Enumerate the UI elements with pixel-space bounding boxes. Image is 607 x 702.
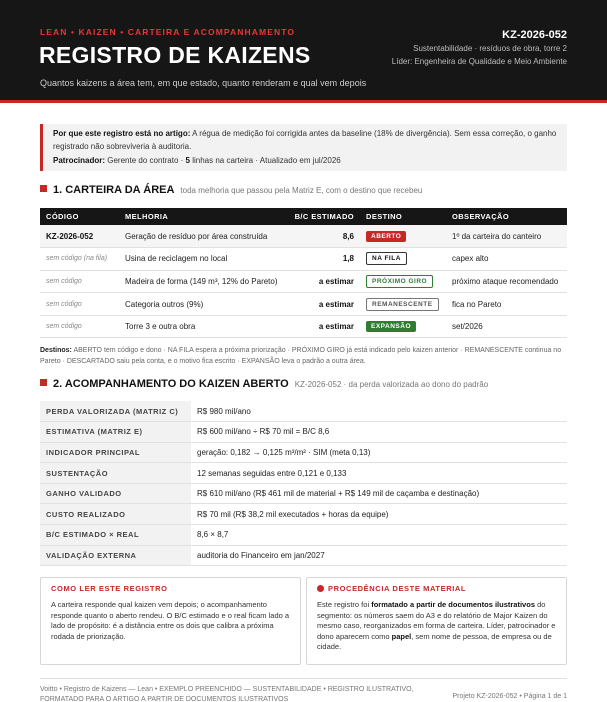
- col-code: CÓDIGO: [40, 208, 119, 225]
- table-row: [40, 315, 567, 338]
- header: [0, 0, 607, 103]
- table-row: [40, 225, 567, 248]
- table-row: [40, 248, 567, 271]
- how-to-read-box: [40, 577, 301, 665]
- table-row: [40, 463, 567, 484]
- table-row: [40, 401, 567, 422]
- note-text: A régua de medição foi corrigida antes da baseline (18% de divergência). Sem essa correção, o ganho registrado não sobreviveria à auditoria.: [53, 129, 557, 151]
- red-dot-icon: [317, 585, 324, 592]
- status-badge: REMANESCENTE: [366, 298, 439, 311]
- project-scope: Sustentabilidade · resíduos de obra, torre 2: [413, 44, 567, 53]
- row-improvement: Geração de resíduo por área construída: [119, 225, 285, 248]
- row-code: sem código: [40, 315, 119, 338]
- sponsor-count: 5: [185, 156, 190, 165]
- col-bc: B/C ESTIMADO: [285, 208, 360, 225]
- row-destination: [360, 315, 446, 338]
- tracking-table: [40, 401, 567, 566]
- table-row: [40, 442, 567, 463]
- how-to-read-title: COMO LER ESTE REGISTRO: [51, 584, 168, 593]
- row-value: R$ 600 mil/ano ÷ R$ 70 mil = B/C 8,6: [191, 422, 567, 443]
- table-row: [40, 483, 567, 504]
- page-subtitle: Quantos kaizens a área tem, em que estado, quanto renderam e qual vem depois: [40, 78, 367, 88]
- provenance-bold-1: formatado a partir de documentos ilustrativos: [371, 600, 535, 609]
- row-key: ESTIMATIVA (MATRIZ E): [40, 422, 191, 443]
- row-value: 12 semanas seguidas entre 0,121 e 0,133: [191, 463, 567, 484]
- row-improvement: Categoria outros (9%): [119, 293, 285, 316]
- row-value: R$ 980 mil/ano: [191, 401, 567, 422]
- row-value: geração: 0,182 → 0,125 m³/m² · SIM (meta 0,13): [191, 442, 567, 463]
- col-improvement: MELHORIA: [119, 208, 285, 225]
- table-row: [40, 422, 567, 443]
- table-row: [40, 545, 567, 566]
- row-observation: capex alto: [446, 248, 567, 271]
- row-key: GANHO VALIDADO: [40, 483, 191, 504]
- row-bc: 8,6: [285, 225, 360, 248]
- provenance-heading: [317, 584, 556, 593]
- row-value: 8,6 × 8,7: [191, 525, 567, 546]
- row-key: SUSTENTAÇÃO: [40, 463, 191, 484]
- section-marker-icon: [40, 379, 47, 386]
- provenance-text-a: Este registro foi: [317, 600, 372, 609]
- row-bc: a estimar: [285, 315, 360, 338]
- row-improvement: Madeira de forma (149 m³, 12% do Pareto): [119, 270, 285, 293]
- table-header-row: [40, 208, 567, 225]
- row-key: B/C ESTIMADO × REAL: [40, 525, 191, 546]
- table-row: [40, 525, 567, 546]
- row-destination: [360, 225, 446, 248]
- row-code: KZ-2026-052: [40, 225, 119, 248]
- table-row: [40, 270, 567, 293]
- row-key: INDICADOR PRINCIPAL: [40, 442, 191, 463]
- row-destination: [360, 293, 446, 316]
- section-1-desc: toda melhoria que passou pela Matriz E, com o destino que recebeu: [180, 186, 423, 195]
- provenance-text: [317, 600, 556, 653]
- provenance-bold-2: papel: [391, 631, 412, 641]
- destination-legend: [40, 346, 567, 367]
- section-1-title: 1. CARTEIRA DA ÁREA: [53, 184, 175, 196]
- status-badge: PRÓXIMO GIRO: [366, 275, 433, 288]
- row-value: R$ 70 mil (R$ 38,2 mil executados + horas da equipe): [191, 504, 567, 525]
- how-to-read-text: A carteira responde qual kaizen vem depois; o acompanhamento responde quanto o aberto rendeu. O B/C estimado e o real ficam lado a lado de propósito: é a distância entre os dois que calibra a próxima rodada de priorização.: [51, 600, 290, 641]
- row-bc: 1,8: [285, 248, 360, 271]
- row-improvement: Torre 3 e outra obra: [119, 315, 285, 338]
- article-note: [40, 124, 567, 171]
- status-badge: NA FILA: [366, 252, 407, 265]
- note-label: Por que este registro está no artigo:: [53, 129, 191, 138]
- table-row: [40, 504, 567, 525]
- row-destination: [360, 248, 446, 271]
- row-destination: [360, 270, 446, 293]
- section-2-title: 2. ACOMPANHAMENTO DO KAIZEN ABERTO: [53, 378, 289, 390]
- sponsor-text: Gerente do contrato ·: [107, 156, 186, 165]
- sponsor-text-end: linhas na carteira · Atualizado em jul/2026: [189, 156, 341, 165]
- row-value: auditoria do Financeiro em jan/2027: [191, 545, 567, 566]
- row-improvement: Usina de reciclagem no local: [119, 248, 285, 271]
- section-2-heading: [40, 378, 488, 390]
- row-observation: set/2026: [446, 315, 567, 338]
- legend-text: ABERTO tem código e dono · NA FILA espera a próxima priorização · PRÓXIMO GIRO já está indicado pelo kaizen anterior · REMANESCENTE continua no Pareto · DESCARTADO saiu pela conta, e o motivo fica escrito · EXPANSÃO leva o padrão a outra área.: [40, 347, 562, 365]
- row-code: sem código: [40, 270, 119, 293]
- row-observation: 1º da carteira do canteiro: [446, 225, 567, 248]
- row-key: VALIDAÇÃO EXTERNA: [40, 545, 191, 566]
- row-bc: a estimar: [285, 293, 360, 316]
- row-code: sem código (na fila): [40, 248, 119, 271]
- section-2-desc: KZ-2026-052 · da perda valorizada ao dono do padrão: [294, 380, 489, 389]
- row-code: sem código: [40, 293, 119, 316]
- provenance-text-c: , sem nome de pessoa, de empresa ou de cidade.: [317, 631, 552, 651]
- status-badge: EXPANSÃO: [366, 321, 416, 332]
- project-code: KZ-2026-052: [502, 29, 567, 41]
- sponsor-label: Patrocinador:: [53, 156, 106, 165]
- table-row: [40, 293, 567, 316]
- provenance-box: [306, 577, 567, 665]
- legend-label: Destinos:: [40, 347, 72, 354]
- provenance-text-b: do segmento: os números saem do A3 e do relatório de Major Kaizen do mesmo caso, reorganizados em forma de carteira. Líder, patrocinador e dono aparecem como: [317, 600, 556, 641]
- portfolio-table: [40, 208, 567, 338]
- col-observation: OBSERVAÇÃO: [446, 208, 567, 225]
- page-title: REGISTRO DE KAIZENS: [39, 42, 311, 68]
- section-marker-icon: [40, 185, 47, 192]
- row-observation: fica no Pareto: [446, 293, 567, 316]
- footer-divider: [40, 678, 567, 679]
- provenance-title: PROCEDÊNCIA DESTE MATERIAL: [328, 584, 467, 593]
- status-badge: ABERTO: [366, 231, 406, 242]
- row-bc: a estimar: [285, 270, 360, 293]
- row-observation: próximo ataque recomendado: [446, 270, 567, 293]
- footer-right: Projeto KZ-2026-052 • Página 1 de 1: [452, 693, 567, 700]
- row-key: PERDA VALORIZADA (MATRIZ C): [40, 401, 191, 422]
- section-1-heading: [40, 184, 422, 196]
- footer-left: Voitto • Registro de Kaizens — Lean • EXEMPLO PREENCHIDO — SUSTENTABILIDADE • REGISTRO ILUSTRATIVO, FORMATADO PARA O ARTIGO A PARTIR DE DOCUMENTOS ILUSTRATIVOS: [40, 686, 414, 702]
- row-value: R$ 610 mil/ano (R$ 461 mil de material + R$ 149 mil de caçamba e destinação): [191, 483, 567, 504]
- note-sponsor: [53, 155, 557, 168]
- note-reason: [53, 128, 557, 153]
- header-kicker: LEAN • KAIZEN • CARTEIRA E ACOMPANHAMENTO: [40, 27, 296, 37]
- row-key: CUSTO REALIZADO: [40, 504, 191, 525]
- project-leader: Líder: Engenheira de Qualidade e Meio Ambiente: [391, 57, 567, 66]
- col-destination: DESTINO: [360, 208, 446, 225]
